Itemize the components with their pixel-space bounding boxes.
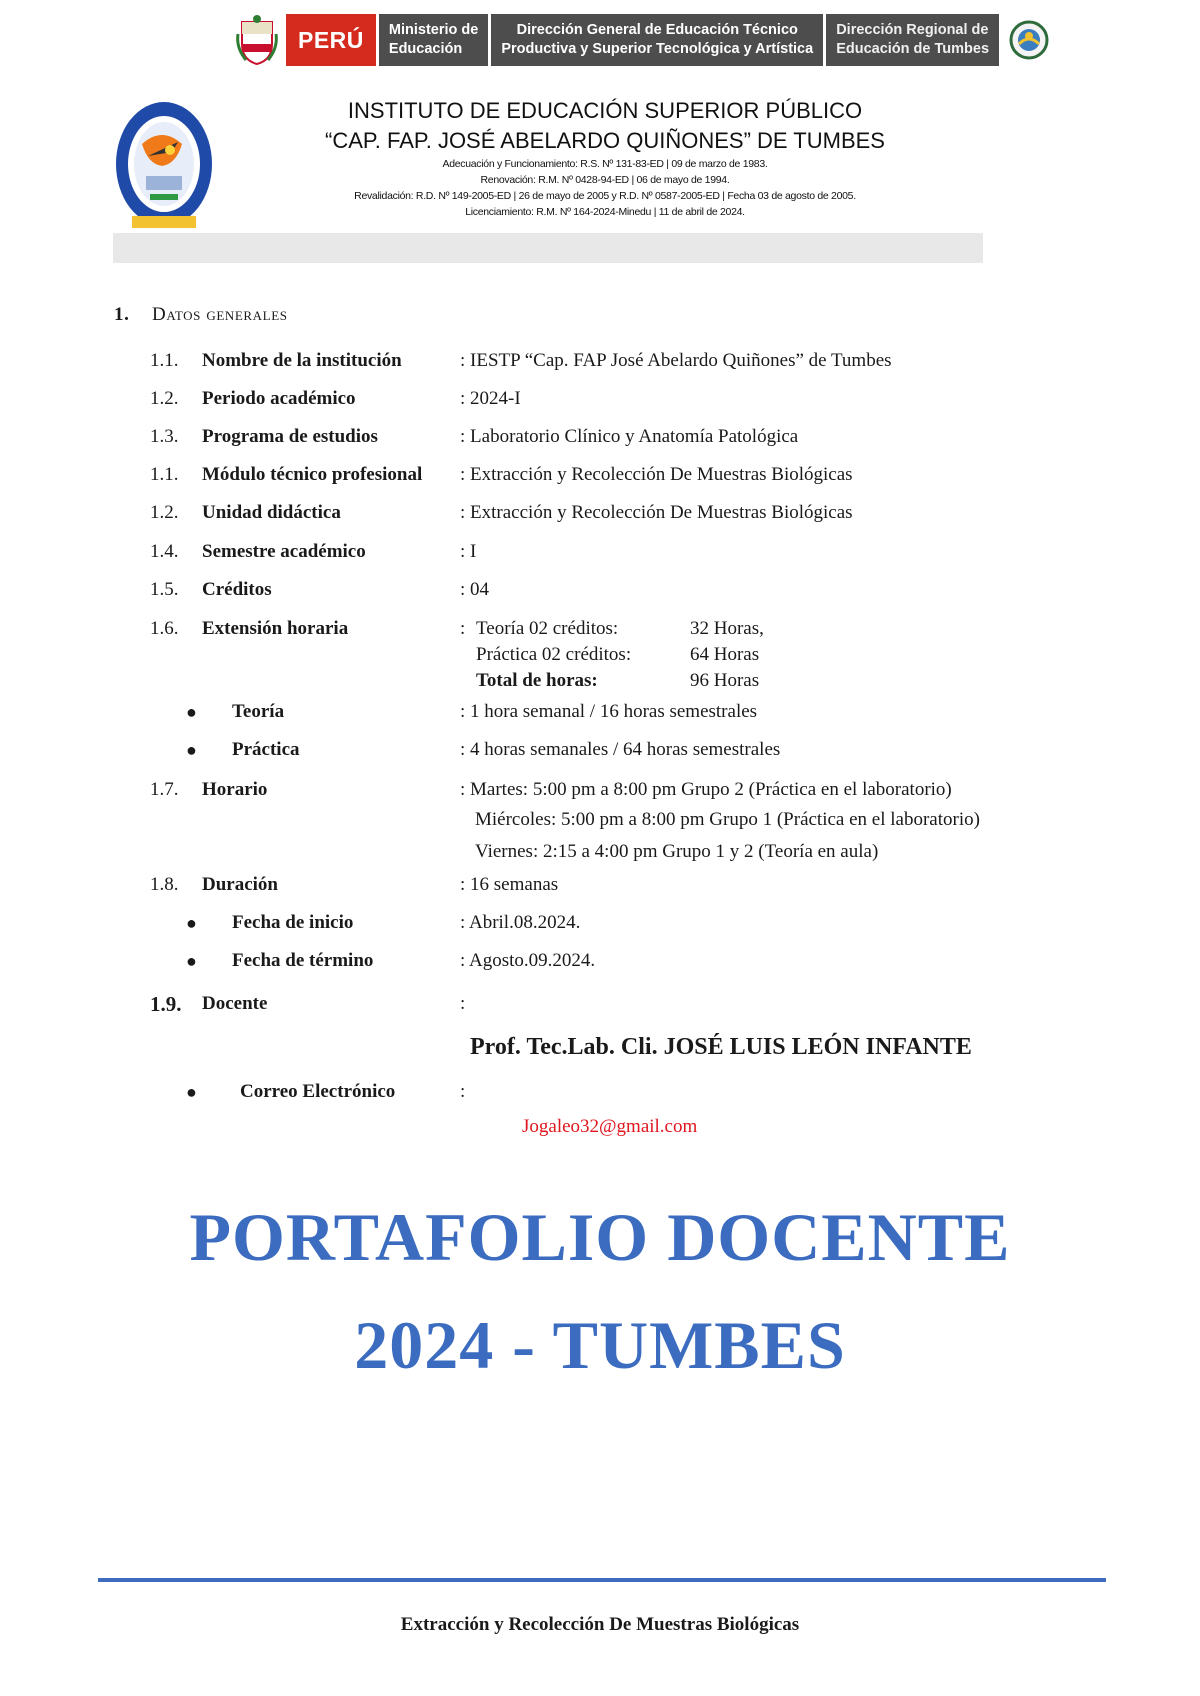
government-banner bbox=[236, 14, 1051, 66]
schedule-row: 1.7. Horario : Martes: 5:00 pm a 8:00 pm Grupo 2 (Práctica en el laboratorio) bbox=[150, 779, 952, 800]
institute-header bbox=[240, 96, 970, 220]
teacher-name: Prof. Tec.Lab. Cli. JOSÉ LUIS LEÓN INFANTE bbox=[470, 1034, 972, 1060]
peru-coat-of-arms-icon bbox=[236, 14, 278, 66]
bullet-icon: ● bbox=[186, 740, 197, 760]
info-row: 1.2. Unidad didáctica : Extracción y Recolección De Muestras Biológicas bbox=[150, 502, 853, 523]
ministry-label: Ministerio de Educación bbox=[376, 14, 488, 66]
portfolio-subtitle: 2024 - TUMBES bbox=[354, 1307, 846, 1383]
theory-hours-row: ● Teoría : 1 hora semanal / 16 horas semestrales bbox=[150, 697, 1100, 727]
schedule-line: Viernes: 2:15 a 4:00 pm Grupo 1 y 2 (Teoría en aula) bbox=[475, 841, 879, 862]
direction-label: Dirección General de Educación Técnico Productiva y Superior Tecnológica y Artística bbox=[488, 14, 823, 66]
info-row: 1.1. Módulo técnico profesional : Extracción y Recolección De Muestras Biológicas bbox=[150, 464, 853, 485]
info-row: 1.2. Periodo académico : 2024-I bbox=[150, 388, 521, 409]
bullet-icon: ● bbox=[186, 702, 197, 722]
section-heading bbox=[114, 304, 288, 326]
start-date-row: ● Fecha de inicio : Abril.08.2024. bbox=[150, 908, 1100, 938]
bullet-icon: ● bbox=[186, 1082, 197, 1102]
resolution-line: Licenciamiento: R.M. Nº 164-2024-Minedu | 11 de abril de 2024. bbox=[465, 206, 745, 218]
section-number: 1. bbox=[114, 304, 130, 325]
resolution-line: Renovación: R.M. Nº 0428-94-ED | 06 de mayo de 1994. bbox=[480, 174, 730, 186]
footer-text: Extracción y Recolección De Muestras Biológicas bbox=[400, 1614, 800, 1635]
bullet-icon: ● bbox=[186, 951, 197, 971]
email-row: ● Correo Electrónico : bbox=[150, 1077, 1100, 1107]
teacher-row: 1.9. Docente : bbox=[150, 992, 466, 1016]
portfolio-title: PORTAFOLIO DOCENTE bbox=[189, 1199, 1011, 1275]
regional-direction-label: Dirección Regional de Educación de Tumbes bbox=[823, 14, 999, 66]
footer-divider bbox=[98, 1578, 1106, 1582]
end-date-row: ● Fecha de término : Agosto.09.2024. bbox=[150, 946, 1100, 976]
institute-logo-icon bbox=[112, 98, 216, 236]
hours-breakdown: Teoría 02 créditos: 32 Horas, Práctica 02 créditos: 64 Horas Total de horas: 96 Horas bbox=[476, 618, 764, 691]
schedule-line: Miércoles: 5:00 pm a 8:00 pm Grupo 1 (Práctica en el laboratorio) bbox=[475, 809, 980, 830]
section-title: Datos generales bbox=[152, 304, 288, 325]
info-row: 1.1. Nombre de la institución : IESTP “Cap. FAP José Abelardo Quiñones” de Tumbes bbox=[150, 350, 892, 371]
practice-hours-row: ● Práctica : 4 horas semanales / 64 horas semestrales bbox=[150, 735, 1100, 765]
info-row: 1.5. Créditos : 04 bbox=[150, 579, 490, 600]
info-row: 1.3. Programa de estudios : Laboratorio Clínico y Anatomía Patológica bbox=[150, 426, 799, 447]
duration-row: 1.8. Duración : 16 semanas bbox=[150, 874, 559, 895]
resolution-line: Revalidación: R.D. Nº 149-2005-ED | 26 de mayo de 2005 y R.D. Nº 0587-2005-ED | Fecha 03 de agosto de 2005. bbox=[354, 190, 856, 202]
bullet-icon: ● bbox=[186, 913, 197, 933]
regional-seal-icon bbox=[1007, 14, 1051, 66]
resolution-line: Adecuación y Funcionamiento: R.S. Nº 131-83-ED | 09 de marzo de 1983. bbox=[442, 158, 768, 170]
teacher-email-link[interactable]: Jogaleo32@gmail.com bbox=[522, 1116, 698, 1137]
header-divider-bar bbox=[113, 233, 983, 263]
info-row: 1.4. Semestre académico : I bbox=[150, 541, 477, 562]
info-row: 1.6. Extensión horaria : bbox=[150, 618, 466, 639]
institute-title-line2: “CAP. FAP. JOSÉ ABELARDO QUIÑONES” DE TUMBES bbox=[325, 128, 885, 153]
institute-title-line1: INSTITUTO DE EDUCACIÓN SUPERIOR PÚBLICO bbox=[347, 98, 863, 123]
peru-label: PERÚ bbox=[286, 14, 376, 66]
